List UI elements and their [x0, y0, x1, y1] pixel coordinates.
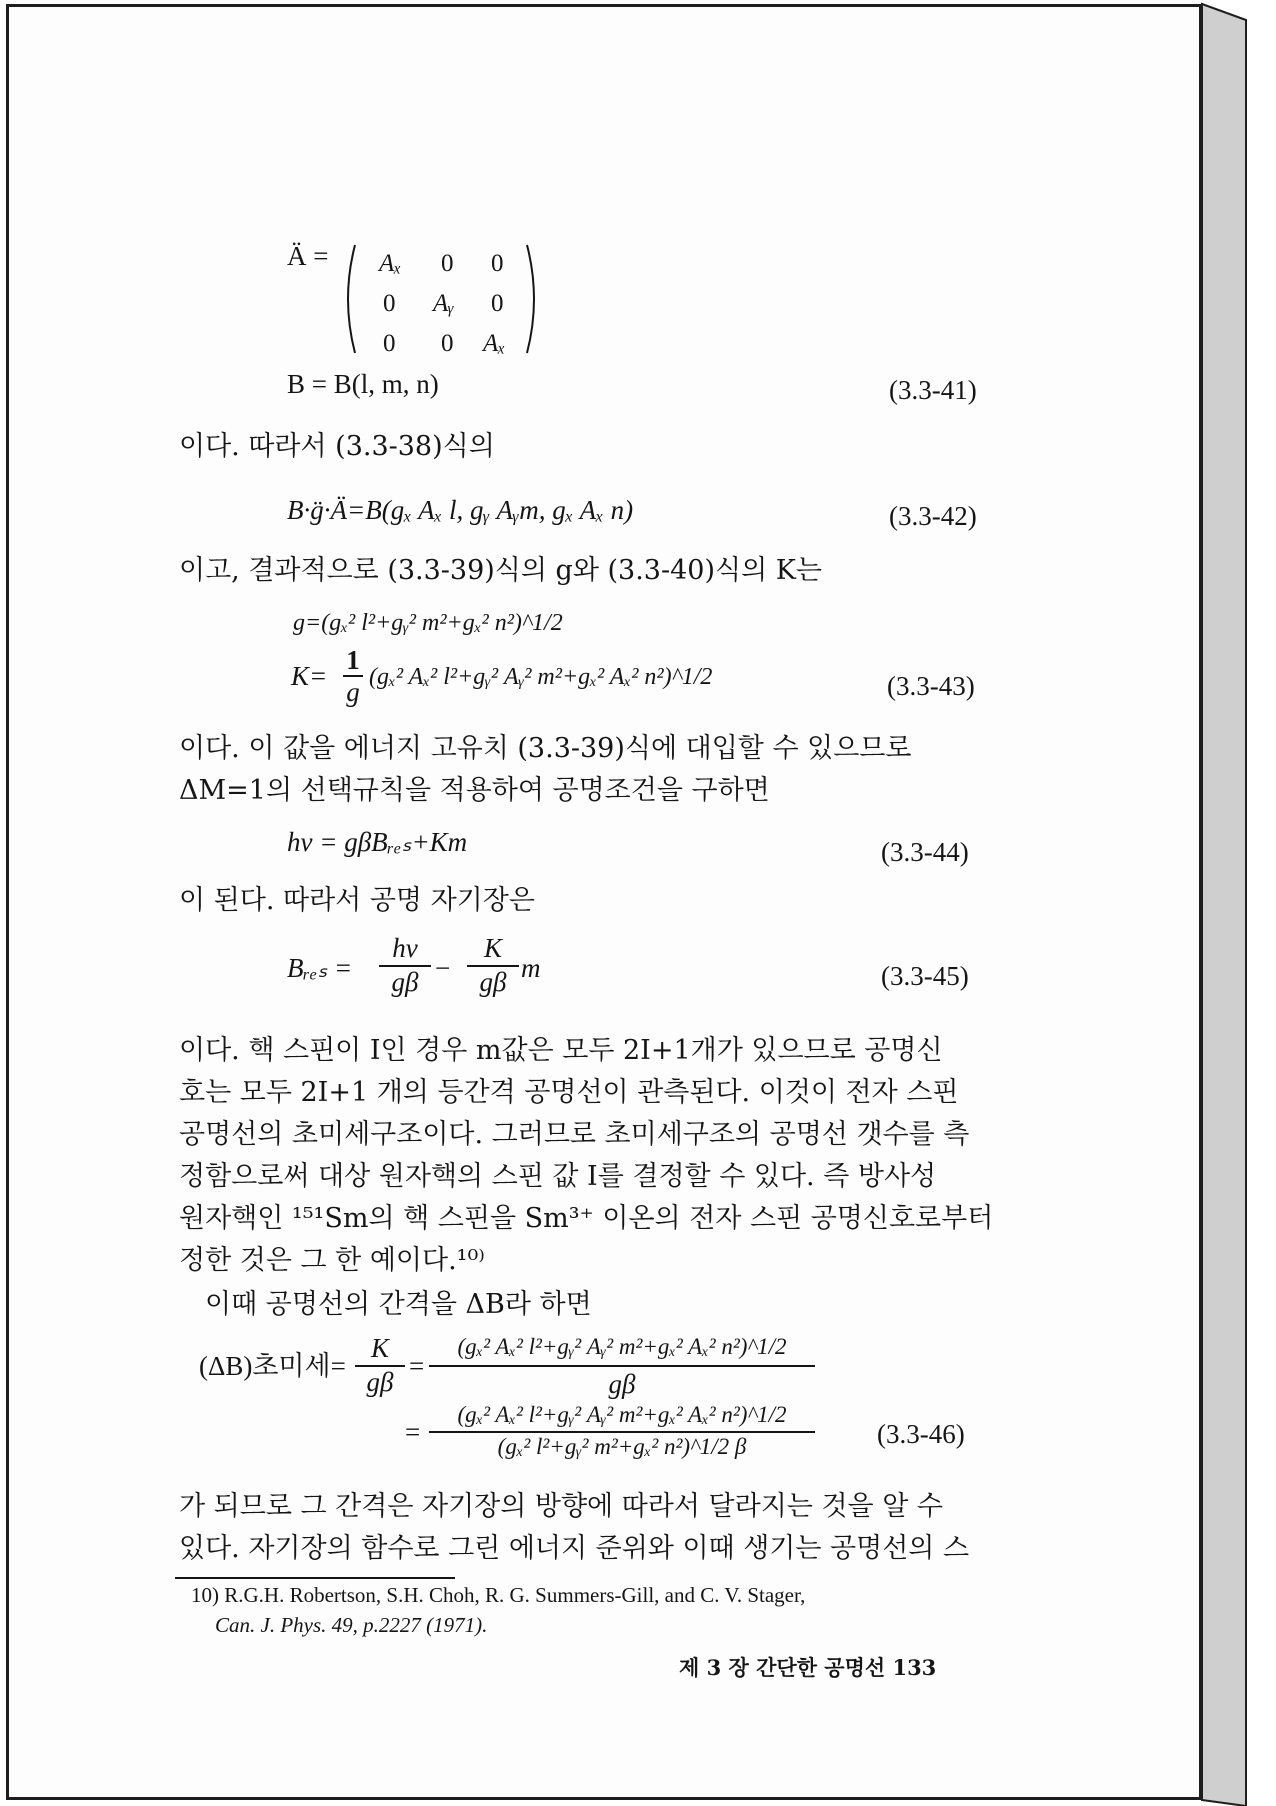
text-line-5: 이때 공명선의 간격을 ΔB라 하면	[205, 1289, 592, 1320]
equation-46-equals-1: =	[409, 1351, 425, 1381]
equation-43b-denominator: g	[346, 677, 360, 707]
equation-46-fraction-bar-2	[429, 1431, 815, 1433]
equation-45-numerator-1: hν	[392, 933, 418, 963]
text-line-3a: 이다. 이 값을 에너지 고유치 (3.3-39)식에 대입할 수 있으므로	[179, 733, 912, 764]
equation-43b-rhs: (gₓ² Aₓ² l²+gᵧ² Aᵧ² m²+gₓ² Aₓ² n²)^1/2	[369, 664, 713, 690]
equation-44: hν = gβBᵣₑₛ+Km	[287, 827, 468, 857]
equation-46-k-denominator: gβ	[366, 1367, 394, 1397]
equation-number-42: (3.3-42)	[889, 501, 977, 531]
equation-43a: g=(gₓ² l²+gᵧ² m²+gₓ² n²)^1/2	[293, 610, 563, 636]
equation-42: B·g̈·Ä=B(gₓ Aₓ l, gᵧ Aᵧm, gₓ Aₓ n)	[287, 495, 634, 525]
text-line-2: 이고, 결과적으로 (3.3-39)식의 g와 (3.3-40)식의 K는	[179, 555, 822, 586]
equation-46-k-numerator: K	[370, 1333, 389, 1363]
book-page	[6, 4, 1202, 1800]
equation-43b-numerator: 1	[346, 645, 360, 675]
matrix-left-paren	[339, 243, 359, 355]
paragraph-2-line-2: 있다. 자기장의 함수로 그린 에너지 준위와 이때 생기는 공명선의 스	[179, 1533, 970, 1564]
matrix-r0c2: 0	[491, 250, 504, 277]
paragraph-1-line-2: 호는 모두 2I+1 개의 등간격 공명선이 관측된다. 이것이 전자 스핀	[179, 1077, 959, 1108]
equation-46-equals-2: =	[405, 1417, 421, 1447]
matrix-r1c0: 0	[383, 290, 396, 317]
footnote-line-1: 10) R.G.H. Robertson, S.H. Choh, R. G. Summers-Gill, and C. V. Stager,	[191, 1583, 806, 1607]
paragraph-1-line-1: 이다. 핵 스핀이 I인 경우 m값은 모두 2I+1개가 있으므로 공명신	[179, 1035, 943, 1066]
paragraph-1-line-4: 정함으로써 대상 원자핵의 스핀 값 I를 결정할 수 있다. 즉 방사성	[179, 1161, 937, 1192]
equation-number-46: (3.3-46)	[877, 1419, 965, 1449]
equation-number-45: (3.3-45)	[881, 961, 969, 991]
matrix-r2c2: Aₓ	[483, 330, 506, 357]
running-head: 제 3 장 간단한 공명선 133	[679, 1655, 937, 1680]
text-line-3b: ΔM=1의 선택규칙을 적용하여 공명조건을 구하면	[179, 775, 770, 806]
equation-45-minus: −	[435, 953, 451, 983]
equation-46-numerator-1: (gₓ² Aₓ² l²+gᵧ² Aᵧ² m²+gₓ² Aₓ² n²)^1/2	[457, 1334, 787, 1359]
equation-45-denominator-1: gβ	[391, 967, 419, 997]
paragraph-1-line-5: 원자핵인 ¹⁵¹Sm의 핵 스핀을 Sm³⁺ 이온의 전자 스핀 공명신호로부터	[179, 1203, 994, 1234]
paragraph-1-line-3: 공명선의 초미세구조이다. 그러므로 초미세구조의 공명선 갯수를 측	[179, 1119, 970, 1150]
footnote-rule	[175, 1577, 455, 1579]
paragraph-2-line-1: 가 되므로 그 간격은 자기장의 방향에 따라서 달라지는 것을 알 수	[179, 1491, 943, 1522]
equation-number-43: (3.3-43)	[887, 671, 975, 701]
text-line-4: 이 된다. 따라서 공명 자기장은	[179, 885, 535, 916]
equation-b: B = B(l, m, n)	[287, 369, 439, 399]
matrix-r2c1: 0	[441, 330, 454, 357]
matrix-r0c0: Aₓ	[379, 250, 402, 277]
matrix-r0c1: 0	[441, 250, 454, 277]
matrix-r1c2: 0	[491, 290, 504, 317]
matrix-lhs: Ä =	[287, 241, 329, 271]
paragraph-1-line-6: 정한 것은 그 한 예이다.¹⁰⁾	[179, 1245, 485, 1276]
equation-number-41: (3.3-41)	[889, 375, 977, 405]
matrix-r1c1: Aᵧ	[433, 290, 455, 317]
matrix-right-paren	[523, 243, 543, 355]
footnote-line-2: Can. J. Phys. 49, p.2227 (1971).	[215, 1613, 488, 1637]
equation-46-denominator-2: (gₓ² l²+gᵧ² m²+gₓ² n²)^1/2 β	[497, 1434, 747, 1459]
equation-46-lhs: (ΔB)초미세=	[199, 1351, 346, 1381]
equation-46-denominator-1: gβ	[608, 1369, 636, 1399]
equation-43b-lhs: K=	[291, 661, 328, 691]
equation-45-lhs: Bᵣₑₛ =	[287, 953, 353, 983]
matrix-r2c0: 0	[383, 330, 396, 357]
equation-46-numerator-2: (gₓ² Aₓ² l²+gᵧ² Aᵧ² m²+gₓ² Aₓ² n²)^1/2	[457, 1402, 787, 1427]
equation-45-denominator-2: gβ	[479, 967, 507, 997]
equation-45-numerator-2: K	[483, 933, 502, 963]
equation-45-m: m	[521, 953, 541, 983]
equation-number-44: (3.3-44)	[881, 837, 969, 867]
equation-46-fraction-bar-1	[429, 1365, 815, 1367]
text-line-1: 이다. 따라서 (3.3-38)식의	[179, 431, 495, 462]
